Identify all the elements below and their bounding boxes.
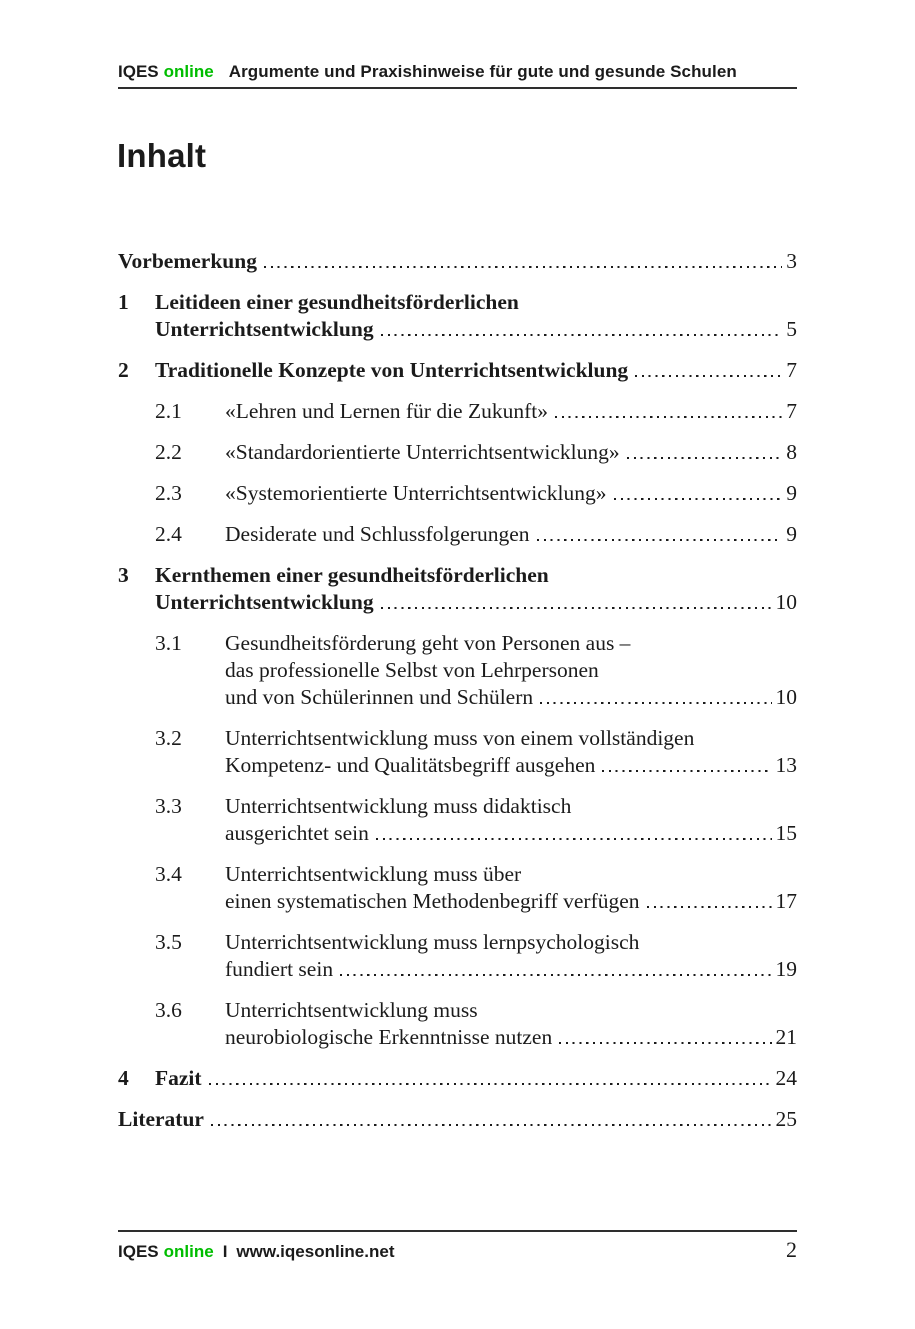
toc-entry-text: Unterrichtsentwicklung muss von einem vollständigen	[225, 726, 695, 750]
toc-entry-body	[225, 439, 797, 466]
toc-entry[interactable]	[118, 861, 797, 915]
toc-entry-text: Unterrichtsentwicklung muss lernpsychologisch	[225, 930, 640, 954]
toc-entry[interactable]	[118, 997, 797, 1051]
toc-entry[interactable]	[118, 630, 797, 711]
toc-entry-text: Leitideen einer gesundheitsförderlichen	[155, 290, 519, 314]
dot-leader	[537, 539, 783, 541]
toc-entry[interactable]	[118, 248, 797, 275]
toc-page-number: 24	[775, 1066, 797, 1090]
dot-leader	[211, 1124, 772, 1126]
toc-entry-number: 3.2	[155, 726, 182, 750]
toc-entry[interactable]	[118, 1106, 797, 1133]
toc-page-number: 10	[775, 685, 797, 709]
toc-entry-line	[225, 398, 797, 425]
toc-entry-body	[225, 793, 797, 847]
toc-entry-text: Desiderate und Schlussfolgerungen	[225, 522, 530, 546]
toc-entry[interactable]	[118, 725, 797, 779]
toc-entry-number: 2.3	[155, 481, 182, 505]
toc-entry-text: ausgerichtet sein	[225, 821, 369, 845]
toc-entry-body	[155, 357, 797, 384]
toc-page-number: 19	[775, 957, 797, 981]
toc-entry[interactable]	[118, 439, 797, 466]
toc-entry-number: 2.4	[155, 522, 182, 546]
dot-leader	[209, 1083, 772, 1085]
toc-entry-number: 3.5	[155, 930, 182, 954]
toc-page-number: 21	[775, 1025, 797, 1049]
toc-entry-text: einen systematischen Methodenbegriff verfügen	[225, 889, 640, 913]
toc-entry-line	[225, 956, 797, 983]
dot-leader	[381, 334, 783, 336]
toc-entry-text: Unterrichtsentwicklung muss über	[225, 862, 522, 886]
toc-entry-line	[225, 521, 797, 548]
toc-entry-line	[225, 439, 797, 466]
toc-entry-line	[155, 589, 797, 616]
brand-suffix: online	[163, 1242, 214, 1261]
page-footer	[118, 1230, 797, 1263]
toc-entry-body	[118, 248, 797, 275]
toc-entry-text: Vorbemerkung	[118, 249, 257, 273]
toc-entry-line	[225, 657, 797, 684]
toc-entry-line	[155, 357, 797, 384]
toc-entry-line	[118, 248, 797, 275]
toc-entry-body	[155, 289, 797, 343]
toc-entry-body	[225, 997, 797, 1051]
toc-entry-text: Kernthemen einer gesundheitsförderlichen	[155, 563, 549, 587]
toc-page-number: 15	[775, 821, 797, 845]
dot-leader	[614, 498, 783, 500]
toc-entry-text: «Standardorientierte Unterrichtsentwicklung»	[225, 440, 620, 464]
dot-leader	[647, 906, 772, 908]
dot-leader	[381, 607, 772, 609]
toc-entry-line	[225, 793, 797, 820]
toc-entry-text: das professionelle Selbst von Lehrpersonen	[225, 658, 599, 682]
toc-page-number: 25	[775, 1107, 797, 1131]
footer-separator: I	[222, 1242, 228, 1261]
toc-entry-body	[225, 630, 797, 711]
toc-entry[interactable]	[118, 1065, 797, 1092]
toc-entry-line	[155, 289, 797, 316]
toc-entry-body	[118, 1106, 797, 1133]
toc-entry-line	[225, 888, 797, 915]
toc-entry-body	[225, 861, 797, 915]
toc-page-number: 7	[786, 399, 797, 423]
header-document-title: Argumente und Praxishinweise für gute und gesunde Schulen	[228, 62, 737, 81]
toc-entry-line	[225, 861, 797, 888]
toc-entry-text: Unterrichtsentwicklung	[155, 590, 374, 614]
toc-entry-text: Literatur	[118, 1107, 204, 1131]
toc-entry-text: Gesundheitsförderung geht von Personen aus –	[225, 631, 631, 655]
toc-page-number: 9	[786, 522, 797, 546]
toc-entry-body	[225, 521, 797, 548]
toc-entry-number: 4	[118, 1066, 129, 1090]
toc-entry-line	[118, 1106, 797, 1133]
brand-suffix: online	[163, 62, 214, 81]
toc-entry[interactable]	[118, 793, 797, 847]
toc-page-number: 10	[775, 590, 797, 614]
toc-entry-line	[225, 929, 797, 956]
toc-entry-number: 3.6	[155, 998, 182, 1022]
toc-entry[interactable]	[118, 480, 797, 507]
dot-leader	[602, 770, 771, 772]
brand-name: IQES	[118, 62, 159, 81]
toc-entry-body	[155, 1065, 797, 1092]
toc-entry-line	[155, 316, 797, 343]
page-header	[118, 62, 797, 89]
toc-entry[interactable]	[118, 398, 797, 425]
dot-leader	[540, 702, 771, 704]
toc-entry-line	[225, 630, 797, 657]
dot-leader	[627, 457, 783, 459]
dot-leader	[340, 974, 771, 976]
toc-entry-text: «Lehren und Lernen für die Zukunft»	[225, 399, 548, 423]
toc-entry[interactable]	[118, 521, 797, 548]
toc-entry-text: Kompetenz- und Qualitätsbegriff ausgehen	[225, 753, 596, 777]
toc-page-number: 5	[786, 317, 797, 341]
toc-entry-number: 3	[118, 563, 129, 587]
toc	[118, 248, 797, 1147]
toc-entry-body	[225, 480, 797, 507]
footer-branding	[118, 1242, 394, 1262]
toc-entry-text: neurobiologische Erkenntnisse nutzen	[225, 1025, 553, 1049]
toc-entry[interactable]	[118, 929, 797, 983]
toc-entry-number: 3.3	[155, 794, 182, 818]
dot-leader	[559, 1042, 771, 1044]
toc-entry-line	[225, 1024, 797, 1051]
toc-entry-text: und von Schülerinnen und Schülern	[225, 685, 534, 709]
toc-entry-text: Unterrichtsentwicklung	[155, 317, 374, 341]
toc-entry-number: 2.2	[155, 440, 182, 464]
toc-entry-line	[225, 725, 797, 752]
page-number: 2	[786, 1237, 797, 1262]
toc-entry-body	[225, 929, 797, 983]
toc-entry-text: Unterrichtsentwicklung muss	[225, 998, 478, 1022]
toc-entry-text: Traditionelle Konzepte von Unterrichtsentwicklung	[155, 358, 629, 382]
toc-page-number: 8	[786, 440, 797, 464]
toc-page-number: 9	[786, 481, 797, 505]
toc-page-number: 3	[786, 249, 797, 273]
brand-name: IQES	[118, 1242, 159, 1261]
toc-entry-line	[225, 997, 797, 1024]
toc-entry-body	[155, 562, 797, 616]
toc-entry-text: fundiert sein	[225, 957, 334, 981]
toc-entry-number: 3.1	[155, 631, 182, 655]
toc-entry[interactable]	[118, 289, 797, 343]
toc-page-number: 7	[786, 358, 797, 382]
dot-leader	[635, 375, 782, 377]
dot-leader	[376, 838, 772, 840]
toc-entry[interactable]	[118, 357, 797, 384]
dot-leader	[555, 416, 782, 418]
toc-entry-body	[225, 725, 797, 779]
toc-entry-text: Fazit	[155, 1066, 202, 1090]
toc-entry-number: 3.4	[155, 862, 182, 886]
toc-entry-text: Unterrichtsentwicklung muss didaktisch	[225, 794, 572, 818]
toc-entry-body	[225, 398, 797, 425]
page-title: Inhalt	[117, 137, 207, 174]
toc-page-number: 13	[775, 753, 797, 777]
toc-entry-line	[155, 1065, 797, 1092]
toc-entry-number: 2.1	[155, 399, 182, 423]
toc-entry-number: 1	[118, 290, 129, 314]
toc-entry-line	[225, 480, 797, 507]
toc-entry-line	[155, 562, 797, 589]
footer-website-link[interactable]: www.iqesonline.net	[236, 1242, 395, 1261]
toc-entry-line	[225, 820, 797, 847]
toc-entry-line	[225, 684, 797, 711]
toc-page-number: 17	[775, 889, 797, 913]
toc-entry-number: 2	[118, 358, 129, 382]
toc-entry-text: «Systemorientierte Unterrichtsentwicklung»	[225, 481, 607, 505]
dot-leader	[264, 266, 782, 268]
toc-entry[interactable]	[118, 562, 797, 616]
toc-entry-line	[225, 752, 797, 779]
